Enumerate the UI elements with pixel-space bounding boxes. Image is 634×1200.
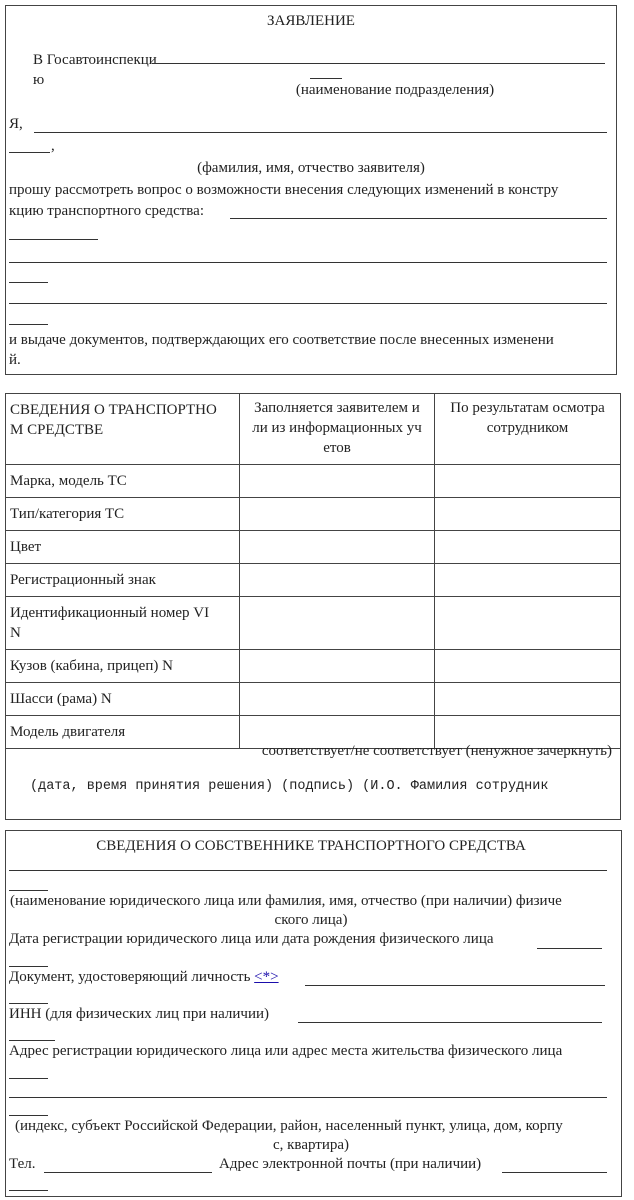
inspection-cell[interactable]: [435, 498, 621, 531]
inspection-cell[interactable]: [435, 564, 621, 597]
applicant-caption: (фамилия, имя, отчество заявителя): [197, 160, 425, 176]
document-label: [9, 967, 279, 987]
header-cell: Заполняется заявителем и ли из информационных уч етов: [240, 394, 435, 465]
table-row: [6, 650, 621, 683]
date-field[interactable]: [537, 948, 602, 949]
table-row: [6, 531, 621, 564]
applicant-cell[interactable]: [240, 465, 435, 498]
applicant-cell[interactable]: [240, 683, 435, 716]
comma: ,: [51, 138, 55, 154]
applicant-cell[interactable]: [240, 597, 435, 650]
owner-name-field[interactable]: [9, 870, 607, 871]
document-label-text: Документ, удостоверяющий личность: [9, 969, 251, 985]
to-label: В Госавтоинспекци: [33, 52, 157, 68]
applicant-cell[interactable]: [240, 564, 435, 597]
row-label: Идентификационный номер VI N: [6, 597, 240, 650]
table-header: [6, 394, 621, 465]
signature-line: (дата, время принятия решения) (подпись) (И.О. Фамилия сотрудник: [30, 779, 549, 794]
applicant-field[interactable]: [34, 132, 607, 133]
row-label: Тип/категория ТС: [6, 498, 240, 531]
application-title: ЗАЯВЛЕНИЕ: [267, 13, 355, 29]
inspection-cell[interactable]: [435, 531, 621, 564]
inspection-cell[interactable]: [435, 465, 621, 498]
unit-caption: (наименование подразделения): [295, 82, 495, 98]
owner-title: СВЕДЕНИЯ О СОБСТВЕННИКЕ ТРАНСПОРТНОГО СРЕДСТВА: [96, 838, 526, 854]
unit-field-cont[interactable]: [310, 78, 342, 79]
email-field-cont[interactable]: [9, 1190, 48, 1191]
table-row: [6, 683, 621, 716]
applicant-cell[interactable]: [240, 650, 435, 683]
request-text: прошу рассмотреть вопрос о возможности внесения следующих изменений в констру: [9, 182, 559, 198]
table-row: [6, 564, 621, 597]
owner-name-caption-cont: ского лица): [274, 912, 348, 928]
changes-field[interactable]: [230, 218, 607, 219]
row-label: Кузов (кабина, прицеп) N: [6, 650, 240, 683]
changes-field-cont[interactable]: [9, 239, 98, 240]
address-caption-cont: с, квартира): [272, 1137, 350, 1153]
applicant-field-cont[interactable]: [9, 152, 50, 153]
table-row: [6, 597, 621, 650]
inspection-cell[interactable]: [435, 683, 621, 716]
row-label: Цвет: [6, 531, 240, 564]
applicant-cell[interactable]: [240, 531, 435, 564]
email-label: Адрес электронной почты (при наличии): [219, 1156, 482, 1172]
footnote-link[interactable]: <*>: [254, 969, 279, 985]
owner-name-caption: (наименование юридического лица или фамилия, имя, отчество (при наличии) физиче: [10, 893, 562, 909]
changes-field-3[interactable]: [9, 303, 607, 304]
address-field-2[interactable]: [9, 1097, 607, 1098]
address-label: Адрес регистрации юридического лица или адрес места жительства физического лица: [9, 1043, 563, 1059]
address-caption: (индекс, субъект Российской Федерации, район, населенный пункт, улица, дом, корпу: [15, 1118, 563, 1134]
request-text-cont: кцию транспортного средства:: [9, 203, 204, 219]
phone-label: Тел.: [9, 1156, 36, 1172]
row-label: Шасси (рама) N: [6, 683, 240, 716]
date-label: Дата регистрации юридического лица или дата рождения физического лица: [9, 931, 494, 947]
email-field[interactable]: [502, 1172, 607, 1173]
header-cell: СВЕДЕНИЯ О ТРАНСПОРТНО М СРЕДСТВЕ: [6, 394, 240, 465]
inn-field[interactable]: [298, 1022, 602, 1023]
inspection-cell[interactable]: [435, 650, 621, 683]
changes-field-2[interactable]: [9, 262, 607, 263]
inspection-cell[interactable]: [435, 597, 621, 650]
table-row: [6, 465, 621, 498]
i-label: Я,: [9, 116, 23, 132]
phone-field[interactable]: [44, 1172, 212, 1173]
row-label: Марка, модель ТС: [6, 465, 240, 498]
closing-text: и выдаче документов, подтверждающих его соответствие после внесенных изменени: [9, 332, 554, 348]
header-cell: По результатам осмотра сотрудником: [435, 394, 621, 465]
table-row: [6, 498, 621, 531]
to-label-cont: ю: [33, 72, 45, 88]
changes-field-2-cont[interactable]: [9, 282, 48, 283]
conformity-text: соответствует/не соответствует (ненужное зачеркнуть): [261, 743, 612, 759]
closing-text-cont: й.: [9, 352, 21, 368]
row-label: Регистрационный знак: [6, 564, 240, 597]
unit-field[interactable]: [152, 63, 605, 64]
row-label: Модель двигателя: [6, 716, 240, 749]
address-field[interactable]: [9, 1078, 48, 1079]
applicant-cell[interactable]: [240, 498, 435, 531]
document-field[interactable]: [305, 985, 605, 986]
changes-field-3-cont[interactable]: [9, 324, 48, 325]
inn-label: ИНН (для физических лиц при наличии): [9, 1006, 270, 1022]
